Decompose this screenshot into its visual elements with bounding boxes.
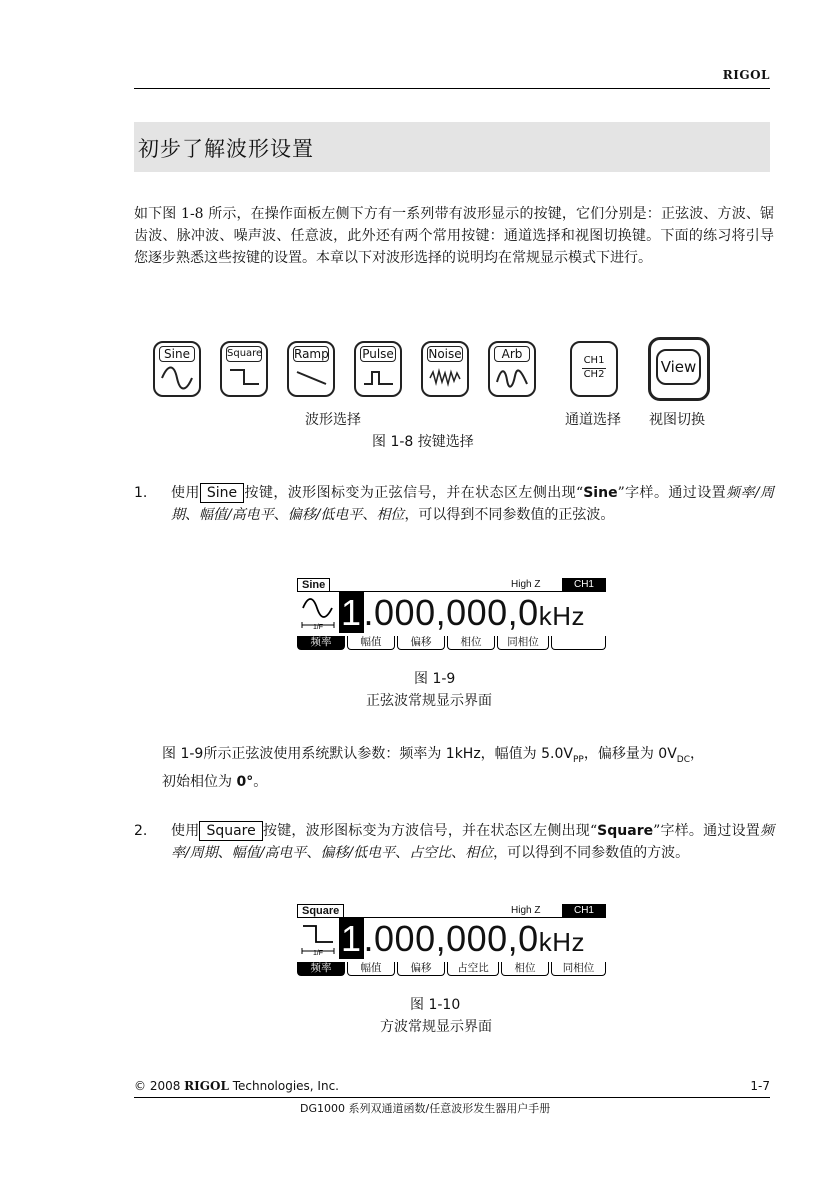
square-waveform-icon [300, 922, 336, 958]
figure-1-10-number: 图 1-10 [410, 997, 461, 1013]
svg-text:1/F: 1/F [312, 624, 324, 631]
noise-key[interactable] [421, 341, 469, 397]
frequency-readout: 1.000,000,0kHz [341, 918, 585, 959]
softkey-amplitude[interactable]: 幅值 [347, 636, 395, 650]
softkey-bar [297, 636, 606, 650]
pulse-key-label: Pulse [360, 346, 396, 362]
square-display [297, 904, 606, 977]
ramp-key[interactable] [287, 341, 335, 397]
sine-key-ref: Sine [200, 483, 244, 503]
mode-label: Square [297, 904, 344, 918]
ramp-key-label: Ramp [294, 347, 329, 361]
header-rule [134, 88, 770, 89]
step-2: 2. 使用 Square 按键，波形图标变为方波信号，并在状态区左侧出现“Square”字样。通过设置频率/周期、幅值/高电平、偏移/低电平、占空比、相位，可以得到不同参数值的方波。 [134, 820, 774, 864]
svg-text:1/F: 1/F [312, 950, 324, 957]
arb-wave-icon [495, 366, 529, 390]
softkey-phase[interactable]: 相位 [447, 636, 495, 650]
impedance-label: High Z [511, 905, 541, 916]
noise-wave-icon [428, 366, 462, 390]
sine-wave-icon [160, 366, 194, 390]
default-params-note: 图 1-9所示正弦波使用系统默认参数：频率为 1kHz，幅值为 $5.0V_{PP}$，偏移量为 $0V_{DC}$， 初始相位为 0°。 [162, 746, 704, 790]
square-key-label: Square [226, 346, 262, 362]
pulse-wave-icon [361, 366, 395, 390]
view-switch-key[interactable] [648, 337, 710, 401]
softkey-empty[interactable] [551, 636, 606, 650]
intro-paragraph: 如下图 1-8 所示，在操作面板左侧下方有一系列带有波形显示的按键，它们分别是：正弦波、方波、锯齿波、脉冲波、噪声波、任意波，此外还有两个常用按键：通道选择和视图切换键。下面的练习将引导您逐步熟悉这些按键的设置。本章以下对波形选择的说明均在常规显示模式下进行。 [134, 206, 774, 266]
softkey-offset[interactable]: 偏移 [397, 962, 445, 976]
square-wave-icon [227, 366, 261, 390]
footer-copyright: © 2008 RIGOL Technologies, Inc. [134, 1079, 339, 1093]
figure-1-9-number: 图 1-9 [414, 671, 456, 687]
caption-waveform-select: 波形选择 [305, 412, 361, 428]
header-brand: RIGOL [722, 68, 770, 82]
softkey-frequency[interactable]: 频率 [297, 636, 345, 650]
softkey-bar [297, 962, 606, 976]
mode-label: Sine [297, 578, 330, 592]
arb-key-label: Arb [494, 346, 530, 362]
noise-key-label: Noise [428, 347, 462, 361]
softkey-align-phase[interactable]: 同相位 [551, 962, 606, 976]
ch2-label: CH2 [583, 369, 605, 380]
channel-label: CH1 [562, 578, 606, 591]
ramp-wave-icon [294, 366, 328, 390]
softkey-amplitude[interactable]: 幅值 [347, 962, 395, 976]
section-title: 初步了解波形设置 [138, 137, 314, 161]
sine-waveform-icon [300, 596, 336, 632]
waveform-button-figure [0, 341, 834, 399]
softkey-duty-cycle[interactable]: 占空比 [447, 962, 499, 976]
view-key-label: View [656, 349, 701, 385]
pulse-key[interactable] [354, 341, 402, 397]
softkey-offset[interactable]: 偏移 [397, 636, 445, 650]
impedance-label: High Z [511, 579, 541, 590]
softkey-phase[interactable]: 相位 [501, 962, 549, 976]
figure-1-8-caption: 图 1-8 按键选择 [372, 434, 474, 450]
section-title-bar [134, 122, 770, 172]
page-number: 1-7 [750, 1079, 770, 1093]
step-1-number: 1. [134, 485, 148, 501]
figure-1-9-title: 正弦波常规显示界面 [366, 693, 492, 709]
square-key-ref: Square [199, 821, 262, 841]
softkey-frequency[interactable]: 频率 [297, 962, 345, 976]
caption-view-switch: 视图切换 [649, 412, 705, 428]
channel-select-key[interactable] [570, 341, 618, 397]
arb-key[interactable] [488, 341, 536, 397]
square-key[interactable] [220, 341, 268, 397]
softkey-align-phase[interactable]: 同相位 [497, 636, 549, 650]
frequency-readout: 1.000,000,0kHz [341, 592, 585, 633]
sine-key-label: Sine [159, 346, 195, 362]
step-2-number: 2. [134, 823, 148, 839]
figure-1-10-title: 方波常规显示界面 [380, 1019, 492, 1035]
status-bar [297, 578, 606, 592]
ch1-label: CH1 [583, 355, 605, 366]
step-1: 1. 使用 Sine 按键，波形图标变为正弦信号，并在状态区左侧出现“Sine”字样。通过设置频率/周期、幅值/高电平、偏移/低电平、相位，可以得到不同参数值的正弦波。 [134, 482, 774, 526]
footer-rule [134, 1097, 770, 1098]
caption-channel-select: 通道选择 [565, 412, 621, 428]
footer-manual-title: DG1000 系列双通道函数/任意波形发生器用户手册 [300, 1102, 551, 1115]
sine-key[interactable] [153, 341, 201, 397]
channel-label: CH1 [562, 904, 606, 917]
sine-display [297, 578, 606, 651]
